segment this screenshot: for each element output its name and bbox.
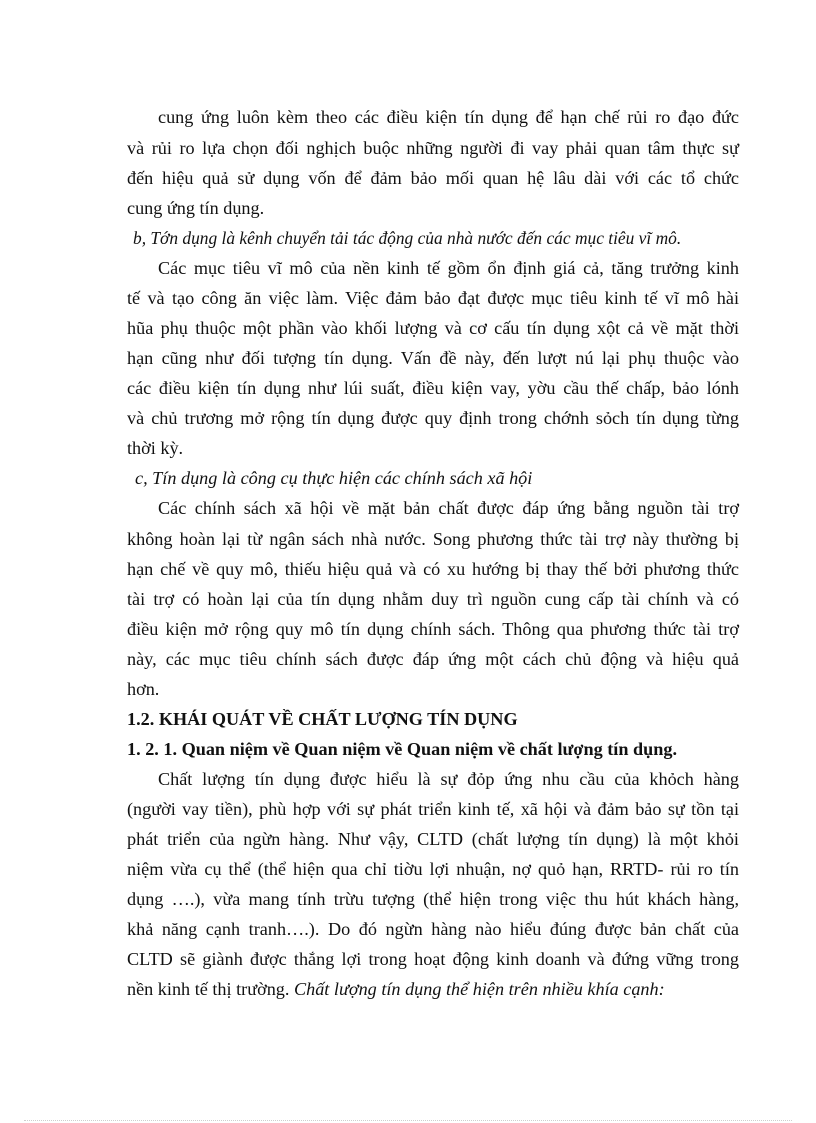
text-line: (người vay tiền), phù hợp với sự phát triển kinh tế, xã hội và đảm bảo sự tồn tại (127, 799, 739, 819)
text-line: phát triển của ngừn hàng. Như vậy, CLTD (chất lượng tín dụng) là một khỏi (127, 829, 739, 849)
text-line-last (127, 974, 739, 1004)
section-heading: 1.2. KHÁI QUÁT VỀ CHẤT LƯỢNG TÍN DỤNG (127, 709, 518, 729)
text-line: dụng ….), vừa mang tính trừu tượng (thể hiện trong việc thu hút khách hàng, (127, 889, 739, 909)
text-line: Các chính sách xã hội về mặt bản chất được đáp ứng bằng nguồn tài trợ (158, 498, 739, 518)
text-line: CLTD sẽ giành được thắng lợi trong hoạt động kinh doanh và đứng vững trong (127, 949, 739, 969)
text-italic: Chất lượng tín dụng thể hiện trên nhiều khía cạnh: (293, 979, 665, 999)
text-line: khả năng cạnh tranh….). Do đó ngừn hàng nào hiểu đúng được bản chất của (127, 919, 739, 939)
text-line: hạn cũng như đối tượng tín dụng. Vấn đề này, đến lượt nú lại phụ thuộc vào (127, 348, 739, 368)
text-line: hạn chế về quy mô, thiếu hiệu quả và có xu hướng bị thay thế bởi phương thức (127, 559, 739, 579)
text-line: tế và tạo công ăn việc làm. Việc đảm bảo đạt được mục tiêu kinh tế vĩ mô hài (127, 288, 739, 308)
page-bottom-rule (24, 1120, 792, 1121)
text-line: các điều kiện tín dụng như lúi suất, điều kiện vay, yờu cầu thế chấp, bảo lónh (127, 378, 739, 398)
text-line: và chủ trương mở rộng tín dụng được quy định trong chớnh sỏch tín dụng từng (127, 408, 739, 428)
text-line: không hoàn lại từ ngân sách nhà nước. Song phương thức tài trợ này thường bị (127, 529, 739, 549)
text-line: điều kiện mở rộng quy mô tín dụng chính sách. Thông qua phương thức tài trợ (127, 619, 739, 639)
text-line: đến hiệu quả sử dụng vốn để đảm bảo mối quan hệ lâu dài với các tổ chức (127, 168, 739, 188)
text-line: Chất lượng tín dụng được hiểu là sự đỏp ứng nhu cầu của khỏch hàng (158, 769, 739, 789)
text-line: hũa phụ thuộc một phần vào khối lượng và cơ cấu tín dụng xột cả về mặt thời (127, 318, 739, 338)
text-normal: nền kinh tế thị trường. (127, 979, 294, 999)
text-line: niệm vừa cụ thể (thể hiện qua chỉ tiờu lợi nhuận, nợ quỏ hạn, RRTD- rủi ro tín (127, 859, 739, 879)
text-line: tài trợ có hoàn lại của tín dụng nhằm duy trì nguồn cung cấp tài chính và có (127, 589, 739, 609)
subheading-b: b, Tớn dụng là kênh chuyển tải tác động của nhà nước đến các mục tiêu vĩ mô. (133, 228, 682, 248)
subheading-c: c, Tín dụng là công cụ thực hiện các chính sách xã hội (135, 468, 533, 488)
text-line: cung ứng tín dụng. (127, 198, 265, 218)
text-line: và rủi ro lựa chọn đối nghịch buộc những người đi vay phải quan tâm thực sự (127, 138, 739, 158)
subsection-heading: 1. 2. 1. Quan niệm về Quan niệm về Quan niệm về chất lượng tín dụng. (127, 739, 678, 759)
text-line: cung ứng luôn kèm theo các điều kiện tín dụng để hạn chế rủi ro đạo đức (158, 107, 739, 127)
text-line: hơn. (127, 679, 160, 699)
text-line: thời kỳ. (127, 438, 184, 458)
text-line: này, các mục tiêu chính sách được đáp ứng một cách chủ động và hiệu quả (127, 649, 739, 669)
text-line: Các mục tiêu vĩ mô của nền kinh tế gồm ổn định giá cả, tăng trưởng kinh (158, 258, 739, 278)
